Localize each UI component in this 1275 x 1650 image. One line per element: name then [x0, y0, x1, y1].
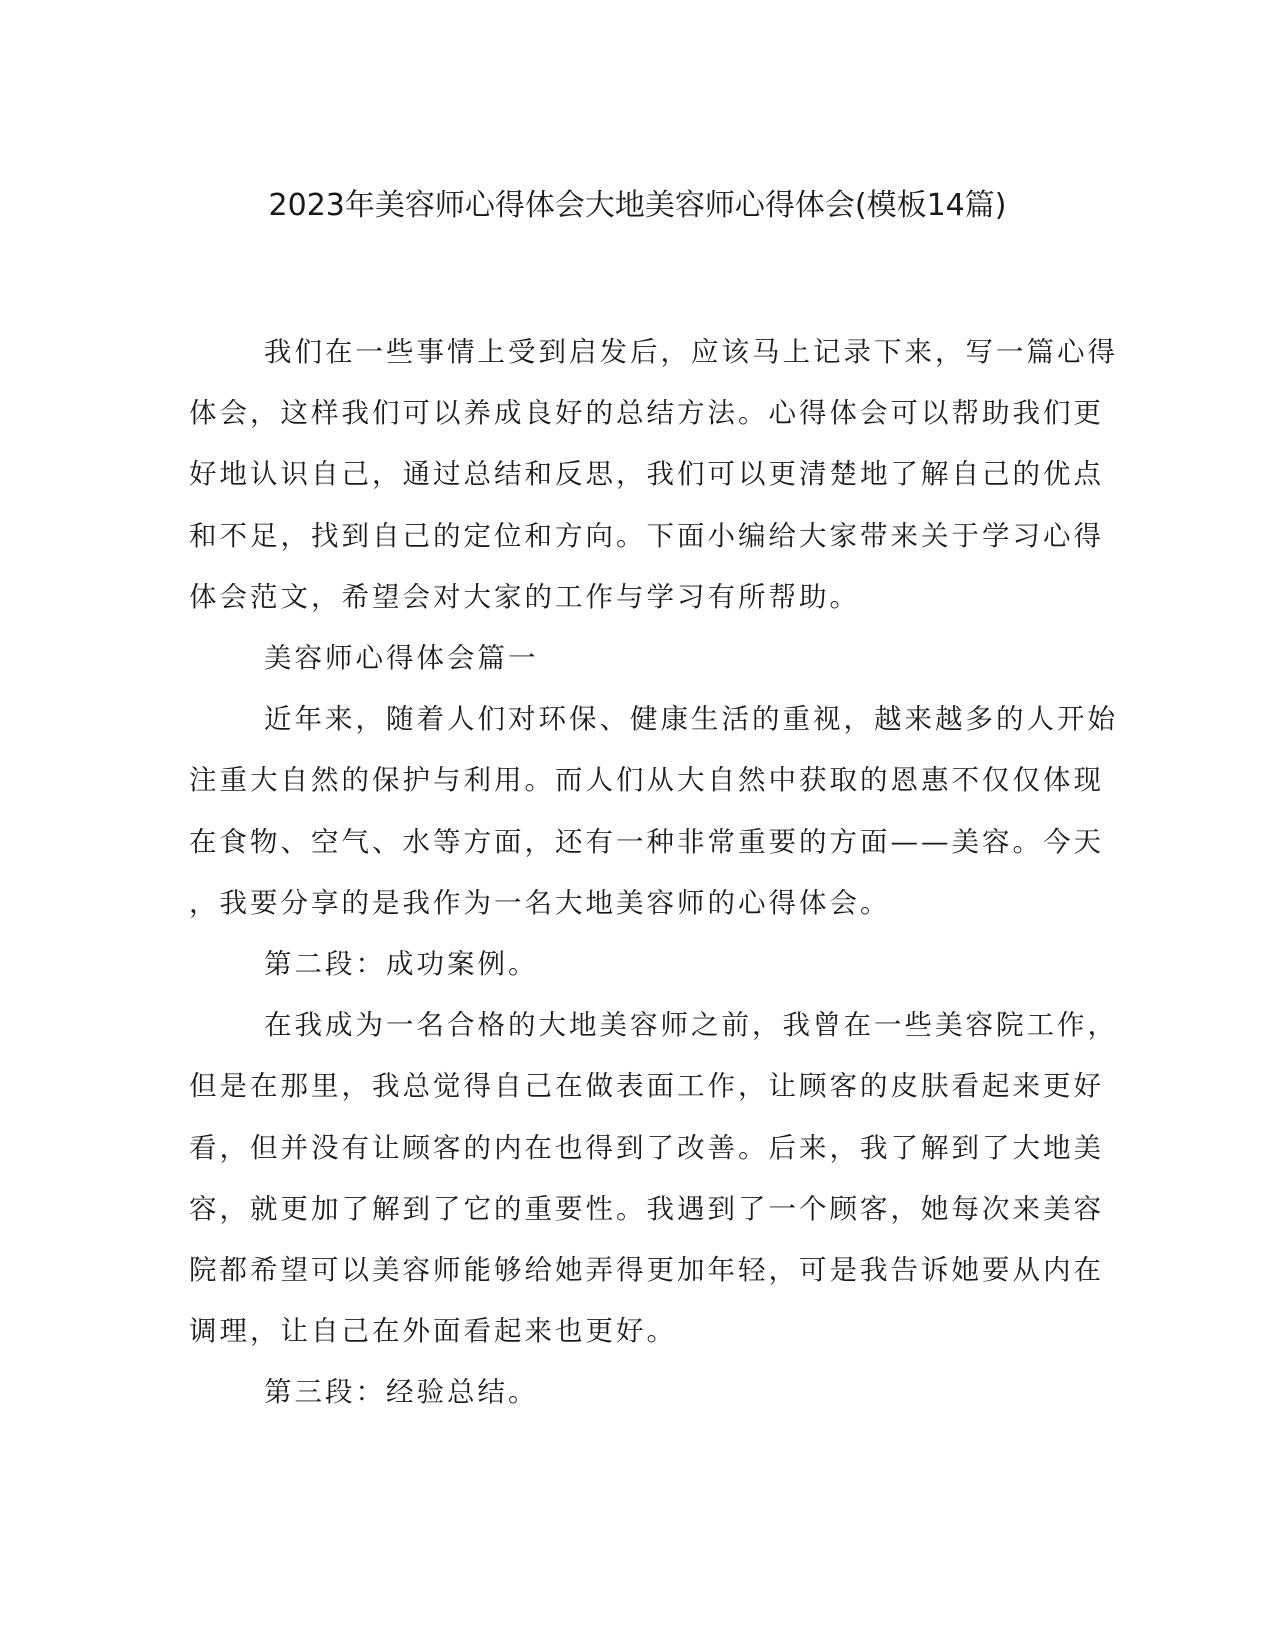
section2-paragraph — [189, 995, 1118, 1362]
paragraph-line: 调理，让自己在外面看起来也更好。 — [189, 1315, 677, 1348]
document-title: 2023年美容师心得体会大地美容师心得体会(模板14篇) — [268, 188, 1007, 223]
paragraph-line: 容，就更加了解到了它的重要性。我遇到了一个顾客，她每次来美容 — [189, 1192, 1104, 1225]
section-heading-1: 美容师心得体会篇一 — [264, 642, 539, 675]
paragraph-line: 好地认识自己，通过总结和反思，我们可以更清楚地了解自己的优点 — [189, 458, 1104, 491]
paragraph-line: 体会，这样我们可以养成良好的总结方法。心得体会可以帮助我们更 — [189, 397, 1104, 430]
paragraph-line: 院都希望可以美容师能够给她弄得更加年轻，可是我告诉她要从内在 — [189, 1254, 1104, 1287]
paragraph-line: 在我成为一名合格的大地美容师之前，我曾在一些美容院工作， — [264, 1009, 1118, 1042]
paragraph-line: 但是在那里，我总觉得自己在做表面工作，让顾客的皮肤看起来更好 — [189, 1070, 1104, 1103]
paragraph-line: 近年来，随着人们对环保、健康生活的重视，越来越多的人开始 — [264, 703, 1118, 736]
document-body — [189, 322, 1118, 1424]
paragraph-line: 在食物、空气、水等方面，还有一种非常重要的方面——美容。今天 — [189, 825, 1104, 858]
section1-paragraph — [189, 689, 1118, 934]
paragraph-line: 看，但并没有让顾客的内在也得到了改善。后来，我了解到了大地美 — [189, 1131, 1104, 1164]
paragraph-line: 注重大自然的保护与利用。而人们从大自然中获取的恩惠不仅仅体现 — [189, 764, 1104, 797]
paragraph-line: 和不足，找到自己的定位和方向。下面小编给大家带来关于学习心得 — [189, 519, 1104, 552]
paragraph-line: 我们在一些事情上受到启发后，应该马上记录下来，写一篇心得 — [264, 336, 1118, 368]
section-heading-3: 第三段：经验总结。 — [264, 1376, 539, 1409]
paragraph-line: 体会范文，希望会对大家的工作与学习有所帮助。 — [189, 580, 860, 613]
paragraph-line: ，我要分享的是我作为一名大地美容师的心得体会。 — [189, 886, 891, 919]
intro-paragraph — [189, 322, 1118, 628]
section-heading-2: 第二段：成功案例。 — [264, 948, 539, 981]
